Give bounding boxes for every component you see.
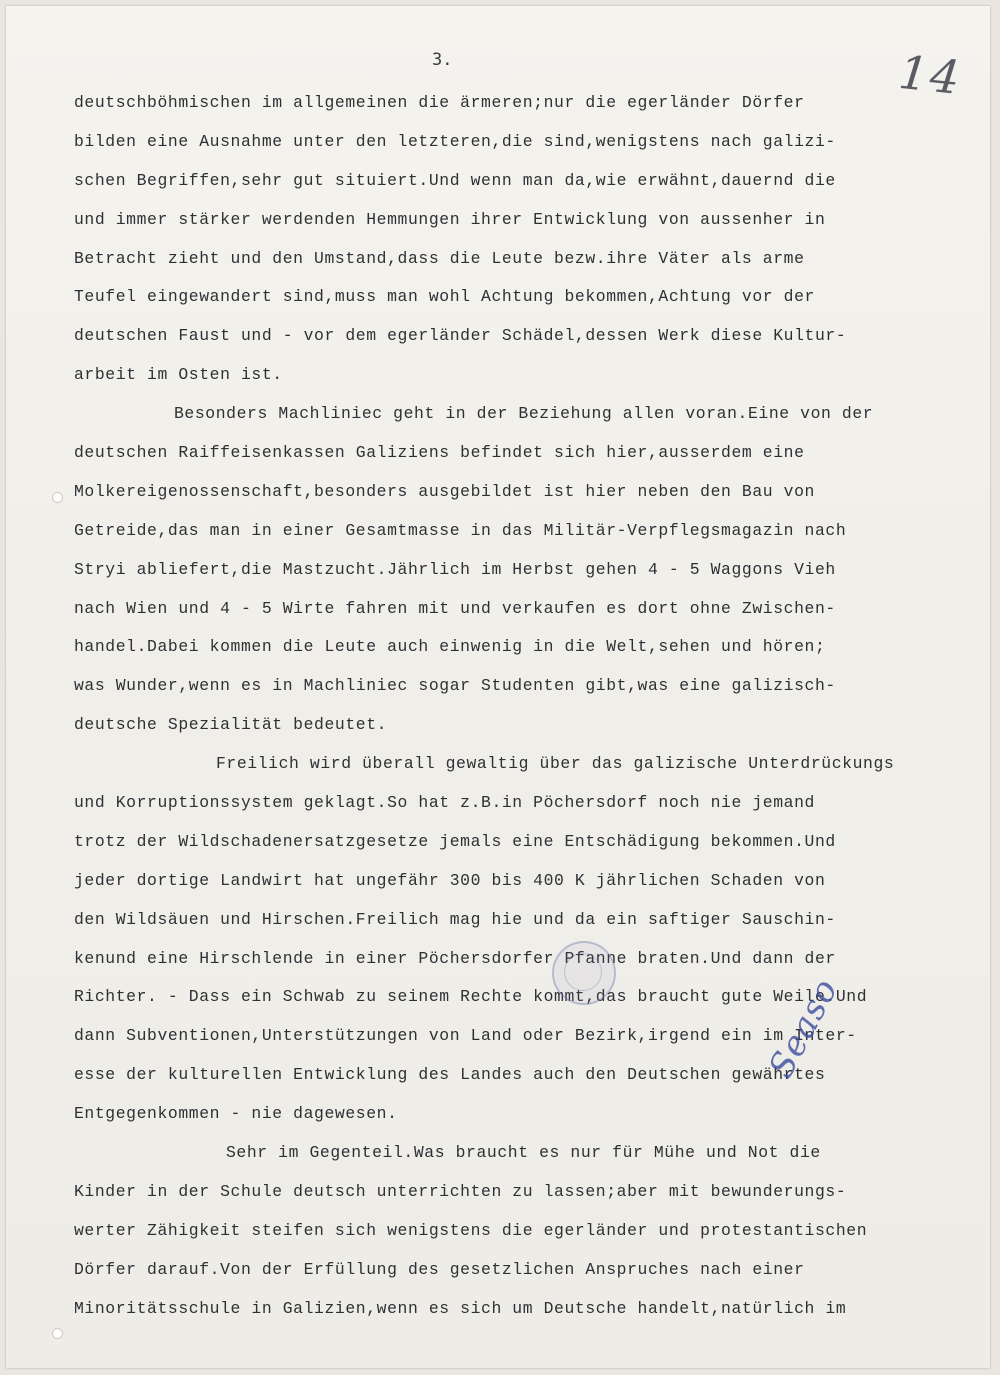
text-line: esse der kulturellen Entwicklung des Landes auch den Deutschen gewährtes xyxy=(74,1065,826,1085)
text-line: Teufel eingewandert sind,muss man wohl Achtung bekommen,Achtung vor der xyxy=(74,287,815,307)
text-line: werter Zähigkeit steifen sich wenigstens die egerländer und protestantischen xyxy=(74,1220,868,1240)
text-line: Entgegenkommen - nie dagewesen. xyxy=(74,1104,398,1124)
typed-text-body xyxy=(74,84,990,1329)
text-line: Stryi abliefert,die Mastzucht.Jährlich im Herbst gehen 4 - 5 Waggons Vieh xyxy=(74,559,836,579)
paragraph-first-line: Besonders Machliniec geht in der Beziehung allen voran.Eine von der xyxy=(174,404,874,424)
handwritten-folio-number: 14 xyxy=(896,44,965,106)
handwritten-signature: Seaso xyxy=(761,971,847,1085)
page-number: 3. xyxy=(432,50,453,70)
paragraph-first-line: Sehr im Gegenteil.Was braucht es nur für Mühe und Not die xyxy=(226,1143,821,1163)
text-line: Minoritätsschule in Galizien,wenn es sich um Deutsche handelt,natürlich im xyxy=(74,1298,847,1318)
text-line: was Wunder,wenn es in Machliniec sogar Studenten gibt,was eine galizisch- xyxy=(74,676,836,696)
text-line: Richter. - Dass ein Schwab zu seinem Rechte kommt,das braucht gute Weile.Und xyxy=(74,987,868,1007)
text-line: Kinder in der Schule deutsch unterrichten zu lassen;aber mit bewunderungs- xyxy=(74,1181,847,1201)
text-line: deutschen Raiffeisenkassen Galiziens befindet sich hier,ausserdem eine xyxy=(74,443,805,463)
text-line: nach Wien und 4 - 5 Wirte fahren mit und verkaufen es dort ohne Zwischen- xyxy=(74,598,836,618)
text-line: kenund eine Hirschlende in einer Pöchersdorfer Pfanne braten.Und dann der xyxy=(74,948,836,968)
document-page xyxy=(6,6,990,1368)
text-line: deutschen Faust und - vor dem egerländer Schädel,dessen Werk diese Kultur- xyxy=(74,326,847,346)
archive-stamp-ring xyxy=(564,953,602,991)
text-line: bilden eine Ausnahme unter den letzteren,die sind,wenigstens nach galizi- xyxy=(74,131,836,151)
text-line: Getreide,das man in einer Gesamtmasse in das Militär-Verpflegsmagazin nach xyxy=(74,520,847,540)
text-line: deutschböhmischen im allgemeinen die ärmeren;nur die egerländer Dörfer xyxy=(74,93,805,112)
text-line: schen Begriffen,sehr gut situiert.Und wenn man da,wie erwähnt,dauernd die xyxy=(74,170,836,190)
text-line: Betracht zieht und den Umstand,dass die Leute bezw.ihre Väter als arme xyxy=(74,248,805,268)
text-line: den Wildsäuen und Hirschen.Freilich mag hie und da ein saftiger Sauschin- xyxy=(74,909,836,929)
text-line: dann Subventionen,Unterstützungen von Land oder Bezirk,irgend ein im Inter- xyxy=(74,1026,857,1046)
text-line: jeder dortige Landwirt hat ungefähr 300 bis 400 K jährlichen Schaden von xyxy=(74,870,826,890)
text-line: deutsche Spezialität bedeutet. xyxy=(74,715,388,735)
archive-stamp xyxy=(552,941,616,1005)
text-line: Dörfer darauf.Von der Erfüllung des gesetzlichen Anspruches nach einer xyxy=(74,1259,805,1279)
text-line: Molkereigenossenschaft,besonders ausgebildet ist hier neben den Bau von xyxy=(74,481,815,501)
text-line: und immer stärker werdenden Hemmungen ihrer Entwicklung von aussenher in xyxy=(74,209,826,229)
text-line: arbeit im Osten ist. xyxy=(74,365,283,385)
punch-hole xyxy=(52,1328,63,1339)
text-line: trotz der Wildschadenersatzgesetze jemals eine Entschädigung bekommen.Und xyxy=(74,831,836,851)
text-line: handel.Dabei kommen die Leute auch einwenig in die Welt,sehen und hören; xyxy=(74,637,826,657)
paragraph-first-line: Freilich wird überall gewaltig über das galizische Unterdrückungs xyxy=(216,754,895,774)
text-line: und Korruptionssystem geklagt.So hat z.B.in Pöchersdorf noch nie jemand xyxy=(74,793,815,813)
punch-hole xyxy=(52,492,63,503)
